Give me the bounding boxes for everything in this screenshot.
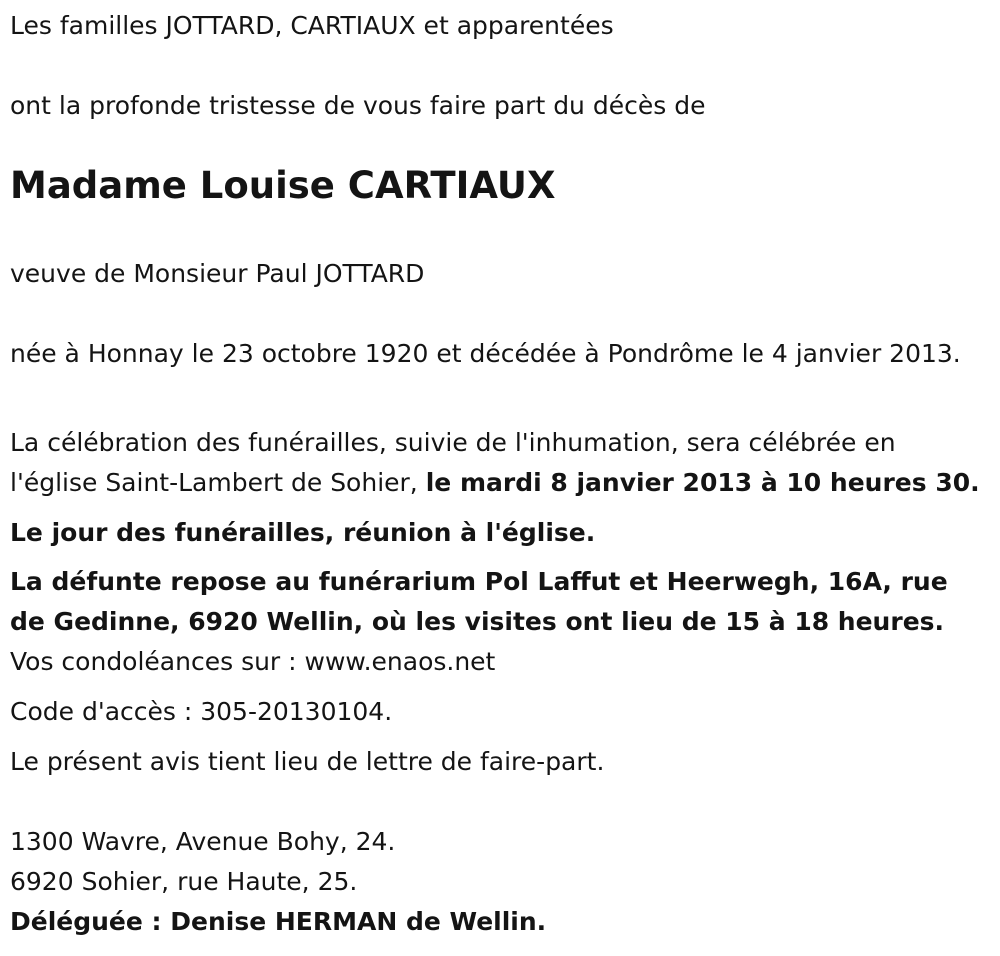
rests-paragraph	[10, 562, 985, 682]
delegate-line: Déléguée : Denise HERMAN de Wellin.	[10, 907, 547, 936]
address-wavre: 1300 Wavre, Avenue Bohy, 24.	[10, 827, 396, 856]
notice-statement-line: Le présent avis tient lieu de lettre de faire-part.	[10, 747, 605, 776]
widow-of-line: veuve de Monsieur Paul JOTTARD	[10, 259, 425, 288]
birth-death-paragraph: née à Honnay le 23 octobre 1920 et décédée à Pondrôme le 4 janvier 2013.	[10, 339, 961, 368]
announcement-line: ont la profonde tristesse de vous faire part du décès de	[10, 91, 706, 120]
ceremony-paragraph	[10, 423, 985, 503]
access-code-line: Code d'accès : 305-20130104.	[10, 697, 393, 726]
address-sohier: 6920 Sohier, rue Haute, 25.	[10, 867, 358, 896]
condolences-text: Vos condoléances sur : www.enaos.net	[10, 647, 496, 676]
families-line: Les familles JOTTARD, CARTIAUX et apparentées	[10, 11, 614, 40]
meeting-line: Le jour des funérailles, réunion à l'église.	[10, 518, 596, 547]
deceased-name: Madame Louise CARTIAUX	[10, 164, 556, 207]
ceremony-datetime: le mardi 8 janvier 2013 à 10 heures 30.	[425, 468, 980, 497]
ceremony-text: La célébration des funérailles, suivie de l'inhumation, sera célébrée en l'église Saint-Lambert de Sohier,	[10, 428, 896, 497]
rests-location: La défunte repose au funérarium Pol Laffut et Heerwegh, 16A, rue de Gedinne, 6920 Wellin, où les visites ont lieu de 15 à 18 heures.	[10, 567, 948, 636]
